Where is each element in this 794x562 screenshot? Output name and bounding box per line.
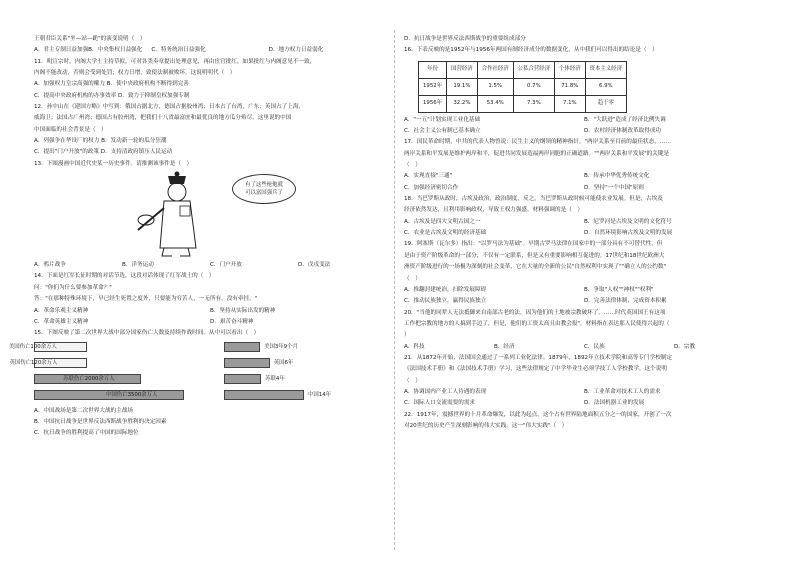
casualty-bar-label: 中国伤亡3500余万人 bbox=[106, 391, 158, 398]
q17-option-b: B．传承中华优秀传统文化 bbox=[584, 173, 650, 180]
q15-option-b: B．中国抗日战争是世界反法西斯战争胜利的决定因素 bbox=[34, 418, 167, 425]
q19-option-d: D．完善法律体制，完成资本积累 bbox=[584, 298, 667, 305]
bubble-line-1: 有了这些枪炮就 bbox=[245, 182, 283, 189]
q12-line-1: 12．孙中山在《建国方略》中写到：俄国占据北方，德国占据胶州湾；日本占了台湾，广东；英国占了上海， bbox=[34, 104, 305, 111]
official-cartoon-figure bbox=[124, 170, 234, 260]
q18-options-cd bbox=[404, 228, 764, 239]
table-header-row bbox=[419, 61, 627, 78]
q20-line-1: 20．"当他的同辈人无法抵御来自南部古老的法，因为他们的土地被宗教破坏了。……时代英国国王有这项 bbox=[404, 309, 666, 316]
table-cell: 19.1% bbox=[447, 78, 478, 95]
q16-option-b: B．"大跃进"造成了经济比例失调 bbox=[584, 116, 666, 123]
q12-options-cd: C．提出"门户开放"的政策 D．支持清政府镇压人民运动 bbox=[34, 149, 173, 156]
q20-line-2: 工作把宗教的地方的人搞到手边了，但是，他们的工资太高且由教会报"。材料指在表达那人民使得兴起的（ bbox=[404, 320, 670, 327]
q16-table bbox=[418, 61, 627, 113]
q19-options-cd bbox=[404, 296, 764, 307]
table-header-cell: 资本主义经济 bbox=[585, 61, 626, 78]
q15-bar-figure bbox=[8, 340, 386, 406]
right-column bbox=[404, 34, 764, 432]
q10-option-c: C．特务统治日益强化 bbox=[151, 47, 206, 54]
table-header-cell: 国营经济 bbox=[447, 61, 478, 78]
q19-line-1: 19．阿塞斯（瓦尔多）指出："以罗马法为基础"。早期古罗马法律在国家中的一部分具有不可替代性，但 bbox=[404, 241, 663, 248]
q19-line-2: 是由于资产阶级革命的一部分，不仅有一定联系，但是又有重要影响相互促进的。17世纪和18世纪欧洲大 bbox=[404, 252, 665, 259]
q13-option-a: A．鸦片战争 bbox=[34, 262, 66, 269]
q11-line-2: 内阁不能改动，否则会受到处罚；权力日增，致使法制被败坏。这说明明代（ ） bbox=[34, 70, 236, 77]
q17-options-ab bbox=[404, 171, 764, 182]
q16-option-c: C．社会主义公有制已基本确立 bbox=[404, 128, 481, 135]
table-cell: 53.4% bbox=[477, 95, 513, 112]
q15-stem: 15．下图反映了第二次世界大战中部分国家伤亡人数及持续作战时间。从中可以看出（ ） bbox=[34, 330, 260, 337]
q16-options-cd bbox=[404, 126, 764, 137]
q17-line-3: （ ） bbox=[404, 162, 421, 169]
casualty-bar-label: 英国伤亡120余万人 bbox=[9, 359, 58, 366]
table-header-cell: 公私合营经济 bbox=[513, 61, 554, 78]
q19-option-c: C．推动民族独立，赢得民族独立 bbox=[404, 298, 487, 305]
duration-bar bbox=[224, 342, 260, 352]
q19-option-a: A．推翻封建统治，扫除发展障碍 bbox=[404, 286, 487, 293]
q21-option-c: C．国际人口交流需要的需求 bbox=[404, 400, 476, 407]
q21-options-ab bbox=[404, 387, 764, 398]
q18-option-d: D．自然环境影响古埃及文明的发展 bbox=[584, 230, 673, 237]
q16-stem: 16．下表反映的是1952年与1956年两国有制经济成分的数据变化，从中我们可以得出的结论是（ ） bbox=[404, 47, 658, 54]
q22-line-1: 22．1917年，震撼世界的十月革命爆发，以此为起点，这个占有世界陆地面积五分之一的国家，开创了一次 bbox=[404, 411, 672, 418]
q20-options bbox=[404, 342, 764, 353]
q20-option-d: D．宗教 bbox=[674, 343, 696, 350]
duration-bar bbox=[224, 374, 261, 384]
q10-option-d: D．地方权力日益弱化 bbox=[268, 47, 324, 54]
q14-options-ab bbox=[34, 306, 386, 317]
q13-options bbox=[34, 260, 386, 271]
q18-option-a: A．古埃及是四大文明古国之一 bbox=[404, 218, 481, 225]
q20-line-3: ） bbox=[404, 332, 410, 339]
q17-option-c: C．加强经济密切合作 bbox=[404, 184, 459, 191]
q15-option-c: C．抗日战争的胜利提高了中国的国际地位 bbox=[34, 430, 139, 437]
q20-option-a: A．科技 bbox=[404, 343, 425, 350]
q14-question: 问："你们为什么要参加革命？" bbox=[34, 284, 112, 291]
duration-bar bbox=[224, 390, 304, 400]
q12-line-3: 中国面临的社会背景是（ ） bbox=[34, 126, 107, 133]
q21-option-a: A．协调国内产业工人待遇的表现 bbox=[404, 388, 487, 395]
q17-option-d: D．坚持"一个中国"原则 bbox=[584, 184, 644, 191]
q19-options-ab bbox=[404, 285, 764, 296]
q11-options-ab: A．加强权力皇宗高强的權力 B．使中央政府机构不断得到完善 bbox=[34, 81, 189, 88]
table-header-cell: 年份 bbox=[419, 61, 447, 78]
table-cell: 1.5% bbox=[477, 78, 513, 95]
q17-options-cd bbox=[404, 183, 764, 194]
q16-option-d: D．农村经济体制改革取得成功 bbox=[584, 128, 662, 135]
q13-option-b: B．洋务运动 bbox=[122, 262, 154, 269]
duration-bar bbox=[224, 358, 270, 368]
q15-option-d: D．抗日战争是世界反法西斯战争的重要组成部分 bbox=[404, 36, 526, 42]
q21-option-d: D．法国机器工业的发展 bbox=[584, 400, 645, 407]
q21-options-cd bbox=[404, 398, 764, 409]
table-header-cell: 个体经济 bbox=[555, 61, 586, 78]
q11-options-cd: C．提高中央政府机构的办事效率 D．致力于抑制皇权加强专制 bbox=[34, 92, 190, 99]
q13-cartoon bbox=[34, 170, 386, 260]
bubble-line-2: 可以富国强兵了 bbox=[245, 190, 283, 197]
q14-stem: 14．下面是红军长征时期的对话节选，这段对话体现了红军战士的（ ） bbox=[34, 273, 215, 280]
q18-option-c: C．农业是古埃及文明的经济基础 bbox=[404, 230, 487, 237]
q13-option-d: D．戊戌变法 bbox=[298, 262, 331, 269]
left-column bbox=[8, 34, 386, 440]
q19-line-3: 洲资产阶级进行的一场极为深刻的社会变革，它在大量的全新的公民"自然权利中实现了""确立人的公约数" bbox=[404, 264, 667, 271]
q17-option-a: A．实现直接"三通" bbox=[404, 173, 453, 180]
table-cell: 7.1% bbox=[555, 95, 586, 112]
duration-bar-label: 苏联4年 bbox=[265, 375, 285, 382]
table-cell: 7.3% bbox=[513, 95, 554, 112]
q12-line-2: 威海卫；法国占广州湾；德国占有胶州湾，把我们十八省最富庶和最优良的地方瓜分殆尽。这里说的中国 bbox=[34, 115, 292, 122]
q21-line-3: （ ） bbox=[404, 377, 421, 384]
casualty-bar-label: 苏联伤亡2000余万人 bbox=[63, 375, 115, 382]
duration-bar-label: 美国3年9个月 bbox=[264, 343, 298, 350]
column-divider bbox=[394, 30, 395, 550]
q20-option-c: C．民族 bbox=[584, 343, 605, 350]
q14-options-cd bbox=[34, 317, 386, 328]
table-cell: 1952年 bbox=[419, 78, 447, 95]
q14-option-b: B．坚持从实际出发的精神 bbox=[210, 307, 276, 314]
q14-option-a: A．革命乐观主义精神 bbox=[34, 307, 89, 314]
q13-stem: 13．下图漫画中国近代史某一历史事件。请推测该事件是（ ） bbox=[34, 160, 193, 167]
q21-line-1: 21．从1872年开始，法国国会通过了一系列工业化法律。1879年，1892年立技术学院和高等专门学校制定 bbox=[404, 354, 672, 361]
q13-option-c: C．门户开放 bbox=[210, 262, 242, 269]
q11-line-1: 11．明宣宗时，内阁大学士主持草拟，可对各类奏章提出处理意见，再由宦官批红。如果批红与内阁意见不一致， bbox=[34, 58, 316, 65]
duration-bar-label: 英国6年 bbox=[273, 359, 294, 366]
table-cell: 32.2% bbox=[447, 95, 478, 112]
q17-line-2: 两岸关系和平发展是维护两岸和平，促进共同发展造福两岸同胞的正确道路。""两岸关系和平发展"的关键是 bbox=[404, 150, 670, 157]
q22-line-2: 对20世纪的历史产生深刻影响的伟大实践。这一"伟大实践"（ ） bbox=[404, 422, 568, 429]
q21-option-b: B．工业革命对技术工人的需求 bbox=[584, 388, 661, 395]
q16-option-a: A．"一五"计划实现工业化基础 bbox=[404, 116, 481, 123]
q18-line-1: 18．当巴罗斯从政时，古埃及政治，政治制度，反之，当巴罗斯从政时候可能使农业发展。但是，古埃及 bbox=[404, 196, 663, 203]
q18-line-2: 经济依然发达，且利用影响政权，导致王权力强盛。材料强调的是（ ） bbox=[404, 207, 584, 214]
q12-options-ab: A．列强争在华设厂的权力 B．发动新一轮的瓜分狂潮 bbox=[34, 138, 167, 145]
q18-options-ab bbox=[404, 217, 764, 228]
q18-option-b: B．尼罗河是古埃及文明的文化符号 bbox=[584, 218, 672, 225]
q10-stem-end: 王朝君臣关系"坐—站—跪"的演变说明（ ） bbox=[34, 36, 146, 42]
q10-options bbox=[34, 45, 386, 56]
q15-option-a: A．中国战场是第二次世界大战的主战场 bbox=[34, 407, 133, 414]
q19-option-b: B．争取"人权""神权""权利" bbox=[584, 286, 654, 293]
table-cell: 1956年 bbox=[419, 95, 447, 112]
q17-line-1: 17．国民革命时期，中共的代表人物曾说：民生主义的纲领的精神指针。"两岸关系至目前的最佳状态，…… bbox=[404, 139, 672, 146]
table-row bbox=[419, 95, 627, 112]
table-cell: 趋于零 bbox=[585, 95, 626, 112]
casualty-bar-label: 美国伤亡100余万人 bbox=[8, 343, 57, 350]
q21-line-2: 《法国技术手册》和《法国技术手册》学习，这些法律规定了中学毕业生必须学技工人学校教学。这个说明 bbox=[404, 366, 667, 373]
q10-option-ab: A．君主专制日益加强B．中央集权日益强化 bbox=[34, 47, 143, 54]
q20-option-b: B．经济 bbox=[494, 343, 515, 350]
table-row bbox=[419, 78, 627, 95]
q14-option-d: D．艰苦奋斗精神 bbox=[210, 318, 254, 325]
q14-option-c: C．革命英雄主义精神 bbox=[34, 318, 89, 325]
q19-line-4: （ ） bbox=[404, 275, 421, 282]
q16-options-ab bbox=[404, 115, 764, 126]
table-cell: 71.8% bbox=[555, 78, 586, 95]
speech-bubble bbox=[232, 174, 296, 204]
duration-bar-label: 中国14年 bbox=[308, 391, 332, 398]
q14-answer: 答："在那种特殊环境下，早已经生死置之度外，只要能为穷苦人，一无所有，没有牵挂。" bbox=[34, 296, 258, 303]
table-cell: 0.7% bbox=[513, 78, 554, 95]
table-cell: 6.9% bbox=[585, 78, 626, 95]
table-header-cell: 合作社经济 bbox=[477, 61, 513, 78]
